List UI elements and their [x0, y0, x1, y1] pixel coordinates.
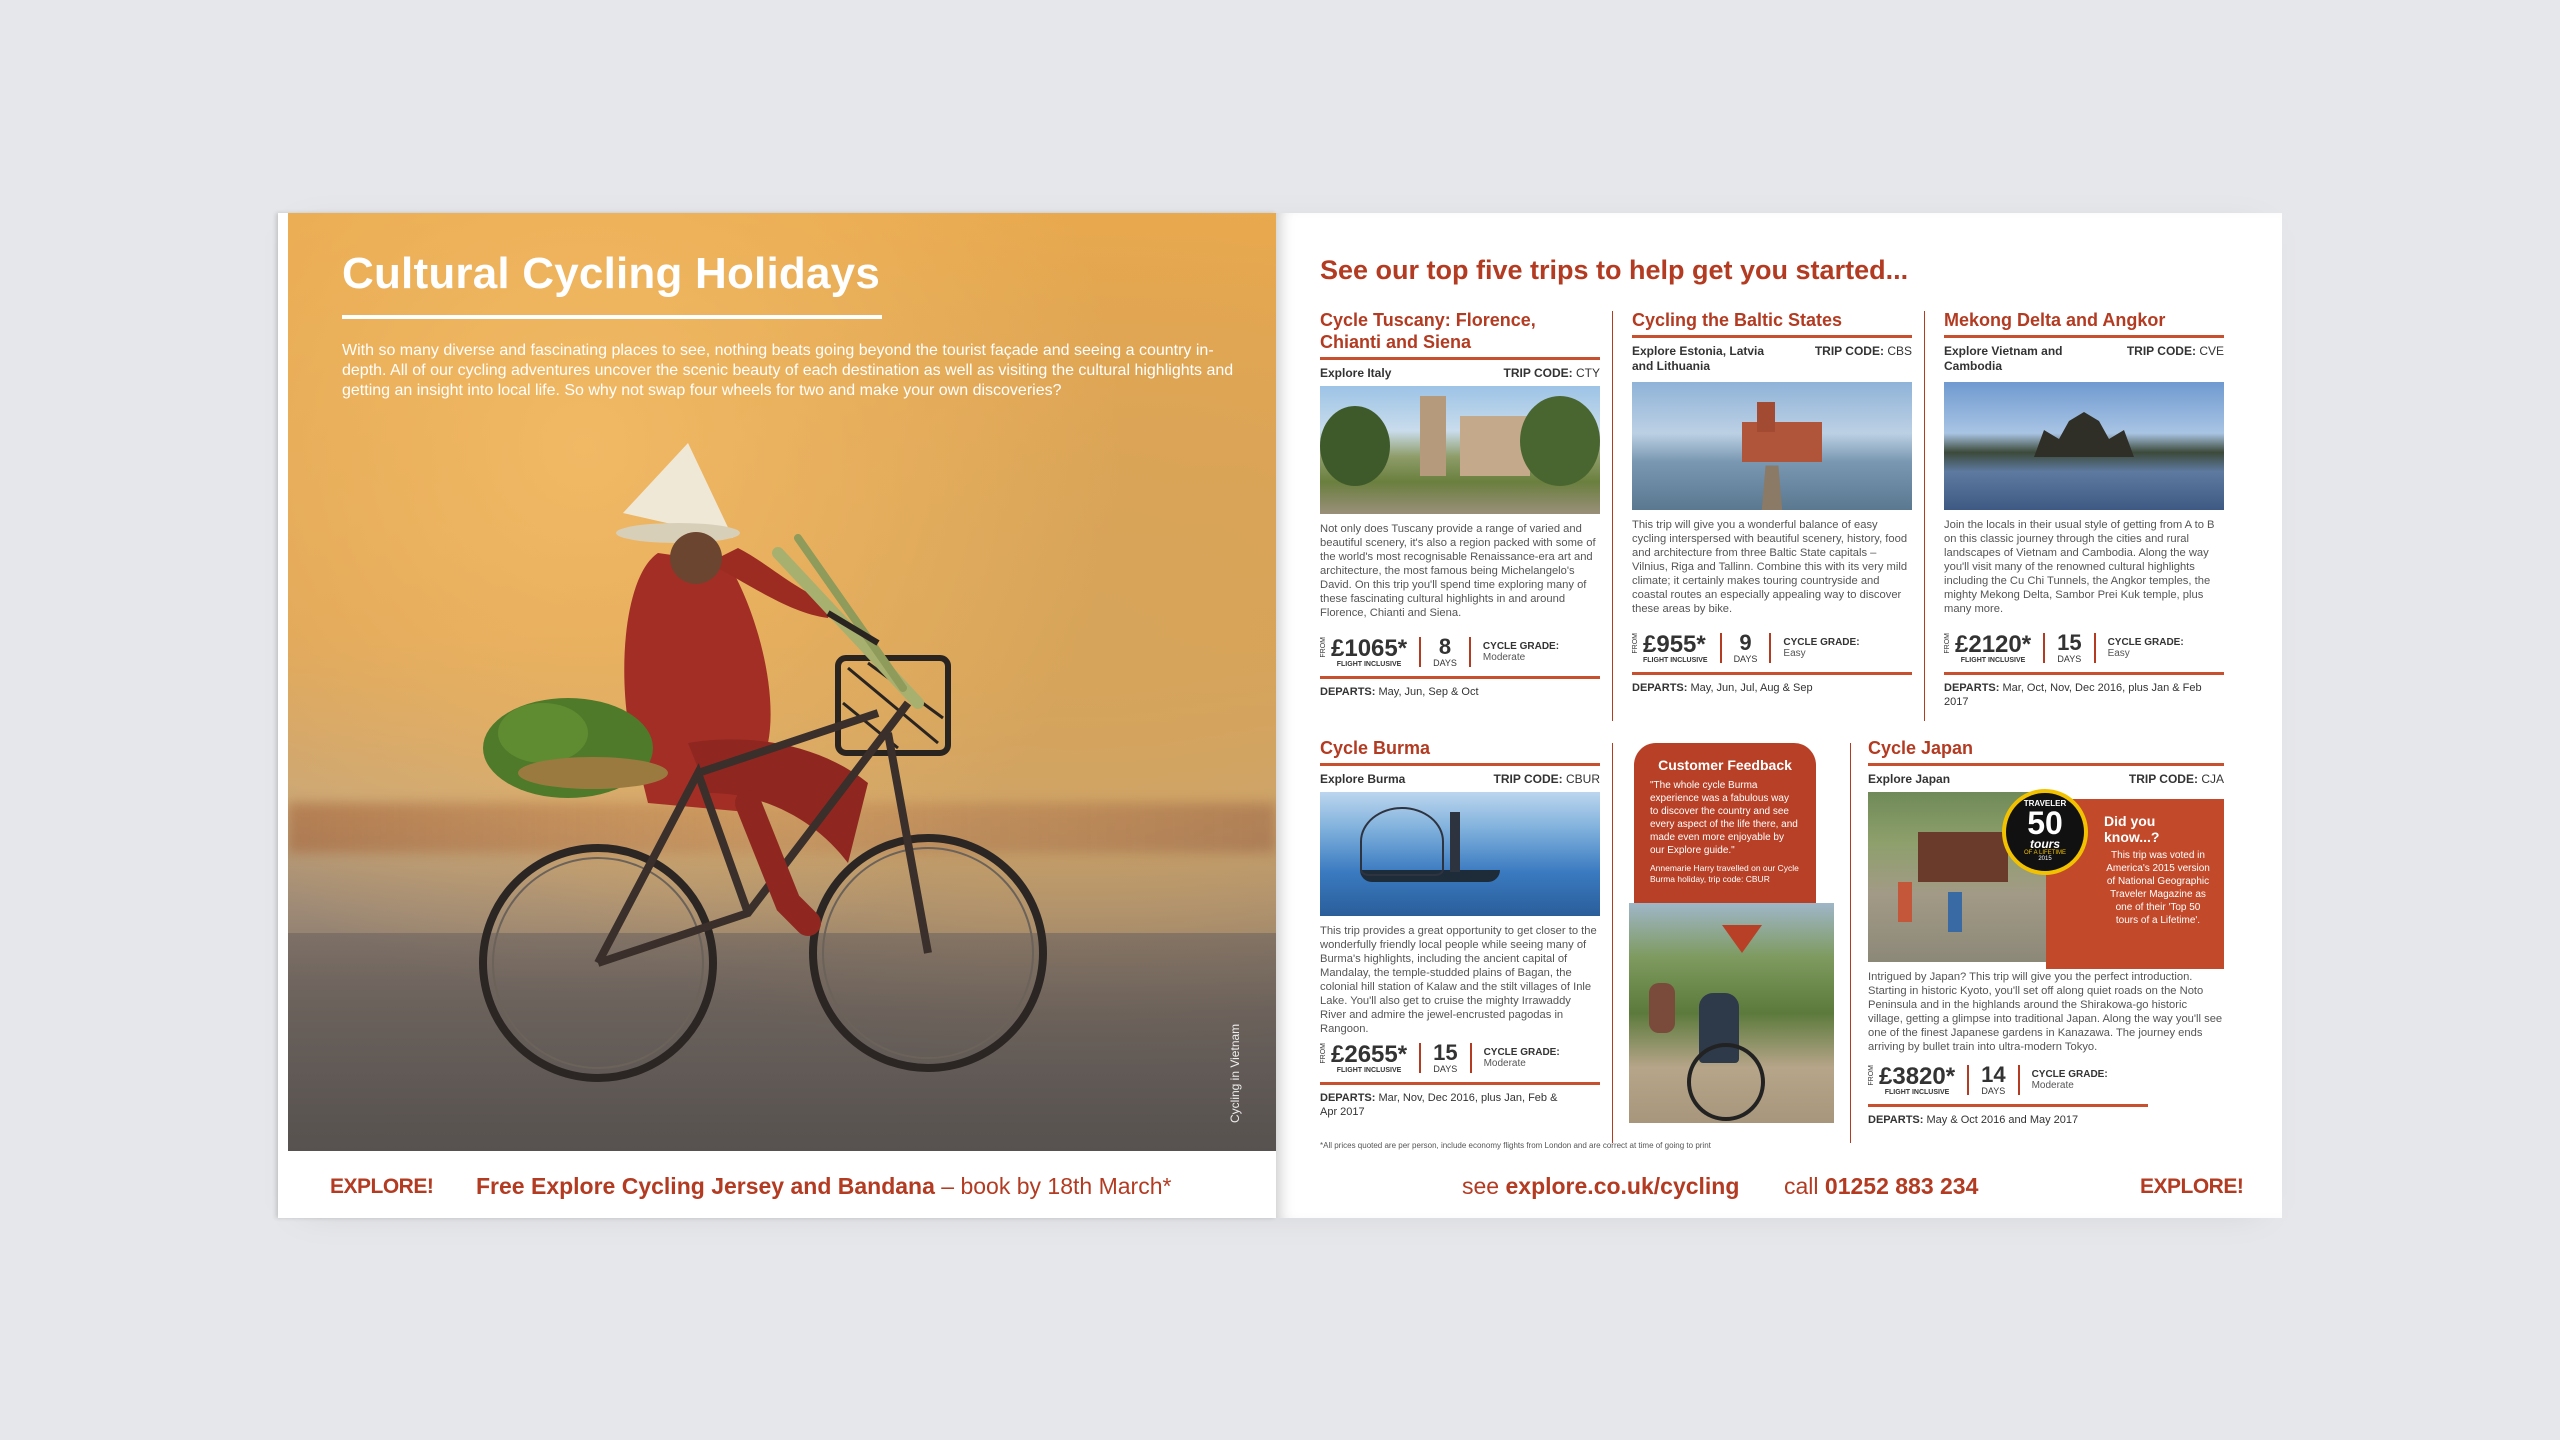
trip-code: [1815, 344, 1912, 359]
trip-description: Intrigued by Japan? This trip will give you the perfect introduction. Starting in historic Kyoto, you'll set off along quiet roads on the Noto Peninsula and in the highlands around the Shirakowa-go historic village, getting a glimpse into traditional Japan. Along the way you'll see one of the finest Japanese gardens in Kanazawa. The journey ends arriving by bullet train into ultra-modern Tokyo.: [1868, 971, 2223, 1053]
trip-title: Cycle Japan: [1868, 738, 1974, 758]
title-underline: [342, 315, 882, 319]
column-divider: [1612, 743, 1613, 1143]
days-label: DAYS: [1733, 654, 1758, 664]
days-value: 8: [1438, 634, 1452, 659]
stat-separator: [1720, 633, 1722, 663]
trip-explore: Explore Italy: [1320, 366, 1392, 380]
photo-caption: Cycling in Vietnam: [1228, 1023, 1242, 1123]
trip-stats: [1944, 628, 2224, 668]
right-page: [1276, 213, 2282, 1218]
flight-inclusive-label: FLIGHT INCLUSIVE: [1884, 1088, 1950, 1096]
trip-code: [1494, 772, 1600, 787]
trip-grade: [1484, 1047, 1560, 1069]
trip-days: [1433, 1042, 1457, 1074]
grade-value: Easy: [2107, 648, 2130, 659]
stat-separator: [2094, 633, 2096, 663]
trip-code-label: TRIP CODE:: [2126, 344, 2196, 358]
badge-sub: OF A LIFETIME: [2023, 850, 2066, 856]
stat-separator: [1470, 1043, 1472, 1073]
grade-label: CYCLE GRADE:: [1483, 1047, 1560, 1058]
days-value: 15: [1433, 1040, 1458, 1065]
trip-rule: [1868, 763, 2224, 766]
phone-number: 01252 883 234: [1824, 1173, 1979, 1199]
departs-value: May, Jun, Sep & Oct: [1378, 686, 1479, 698]
trip-stats: [1868, 1060, 2224, 1100]
trip-code-label: TRIP CODE:: [1814, 344, 1884, 358]
trip-departs: [1320, 685, 1600, 699]
trip-departs: [1632, 681, 1912, 695]
trip-days: [2057, 632, 2081, 664]
departs-label: DEPARTS:: [1632, 682, 1688, 694]
trip-departs: [1868, 1113, 2224, 1127]
trip-meta: [1944, 344, 2224, 380]
trip-description: Not only does Tuscany provide a range of varied and beautiful scenery, it's also a region packed with some of the world's most recognisable Renaissance-era art and architecture, the most famous being Michelangelo's David. On this trip you'll spend time exploring many of these fascinating cultural highlights in and around Florence, Chianti and Siena.: [1320, 523, 1596, 619]
trip-explore: Explore Estonia, Latvia and Lithuania: [1632, 344, 1765, 373]
trip-code: [1504, 366, 1600, 381]
grade-value: Moderate: [1482, 652, 1526, 663]
trip-grade: [2108, 637, 2184, 659]
trip-description: Join the locals in their usual style of getting from A to B on this classic journey through the cities and rural landscapes of Vietnam and Cambodia. Along the way you'll visit many of the renowned cultural highlights including the Cu Chi Tunnels, the Angkor temples, the mighty Mekong Delta, Sambor Prei Kuk temple, plus many more.: [1944, 519, 2215, 615]
departs-label: DEPARTS:: [1868, 1114, 1924, 1126]
feedback-tail: [1722, 925, 1762, 953]
flight-inclusive-label: FLIGHT INCLUSIVE: [1960, 656, 2026, 664]
grade-value: Moderate: [1483, 1058, 1526, 1069]
phone-text: [1784, 1173, 1978, 1200]
departs-label: DEPARTS:: [1320, 686, 1376, 698]
trip-days: [1734, 632, 1758, 664]
trip-price: [1868, 1062, 1956, 1096]
trip-explore: Explore Japan: [1868, 772, 1951, 786]
column-divider: [1612, 311, 1613, 721]
grade-value: Moderate: [2031, 1080, 2074, 1091]
trip-title: Mekong Delta and Angkor: [1944, 310, 2166, 330]
trip-days: [1433, 636, 1457, 668]
feedback-quote: "The whole cycle Burma experience was a fabulous way to discover the country and see every aspect of the life there, and made even more enjoyable by our Explore guide.": [1650, 780, 1798, 856]
top-50-tours-badge: [2002, 789, 2088, 875]
trip-rule: [1632, 335, 1912, 338]
departs-value: May, Jun, Jul, Aug & Sep: [1690, 682, 1813, 694]
flight-inclusive-label: FLIGHT INCLUSIVE: [1336, 660, 1402, 668]
trip-departs: [1320, 1091, 1570, 1119]
trip-meta: [1868, 772, 2224, 790]
from-label: FROM: [1320, 636, 1327, 658]
days-label: DAYS: [1433, 1064, 1458, 1074]
left-page: [278, 213, 1276, 1218]
departs-value: May & Oct 2016 and May 2017: [1926, 1114, 2079, 1126]
trip-rule: [1944, 335, 2224, 338]
from-label: FROM: [1868, 1064, 1875, 1086]
trip-description: This trip will give you a wonderful balance of easy cycling interspersed with beautiful scenery, history, food and architecture from three Baltic State capitals – Vilnius, Riga and Tallinn. Combine this with its very mild climate; it certainly makes touring countryside and coastal routes an especially appealing way to discover these areas by bike.: [1632, 519, 1908, 615]
promo-bold: Free Explore Cycling Jersey and Bandana: [476, 1173, 935, 1199]
trip-code-label: TRIP CODE:: [1493, 772, 1563, 786]
flight-inclusive-label: FLIGHT INCLUSIVE: [1336, 1066, 1402, 1074]
trip-code-value: CBUR: [1565, 772, 1600, 786]
promo-text: [476, 1173, 1171, 1200]
column-divider: [1924, 311, 1925, 721]
trip-card-baltic: [1632, 309, 1912, 695]
right-footer: [1276, 1151, 2282, 1218]
trip-rule: [1944, 672, 2224, 675]
grade-label: CYCLE GRADE:: [2107, 637, 2184, 648]
cyclist-illustration: [448, 443, 1068, 1103]
departs-label: DEPARTS:: [1320, 1092, 1376, 1104]
from-label: FROM: [1944, 632, 1951, 654]
feedback-credit: Annemarie Harry travelled on our Cycle Burma holiday, trip code: CBUR: [1650, 863, 1799, 884]
trip-grade: [1483, 641, 1559, 663]
trip-photo-angkor: [1944, 382, 2224, 510]
trip-code-label: TRIP CODE:: [2128, 772, 2198, 786]
price-value: £2120*: [1955, 630, 2032, 658]
trip-price: [1632, 630, 1708, 664]
trip-title: Cycle Tuscany: Florence, Chianti and Siena: [1320, 310, 1536, 352]
price-value: £1065*: [1331, 634, 1408, 662]
flight-inclusive-label: FLIGHT INCLUSIVE: [1643, 656, 1708, 664]
trip-meta: [1320, 366, 1600, 384]
trip-code: [2129, 772, 2224, 787]
badge-top: TRAVELER: [2023, 799, 2067, 808]
stat-separator: [1769, 633, 1771, 663]
trip-card-tuscany: [1320, 309, 1600, 699]
trip-rule: [1320, 357, 1600, 360]
trip-stats: [1632, 628, 1912, 668]
grade-label: CYCLE GRADE:: [2031, 1069, 2108, 1080]
trip-photo-tuscany: [1320, 386, 1600, 514]
stat-separator: [2043, 633, 2045, 663]
days-value: 9: [1739, 630, 1752, 655]
stat-separator: [1419, 1043, 1421, 1073]
hero-photo: [288, 213, 1276, 1151]
trip-card-mekong: [1944, 309, 2224, 709]
trip-code-value: CBS: [1887, 344, 1912, 358]
trip-title: Cycling the Baltic States: [1632, 310, 1843, 330]
did-you-know-title: Did you know...?: [2104, 813, 2160, 845]
trip-explore: Explore Burma: [1320, 772, 1406, 786]
trip-meta: [1632, 344, 1912, 380]
price-footnote: *All prices quoted are per person, include economy flights from London and are correct at time of going to print: [1320, 1141, 1711, 1150]
trip-code-value: CVE: [2199, 344, 2224, 358]
trip-code-value: CTY: [1576, 366, 1600, 380]
feedback-title: Customer Feedback: [1658, 757, 1792, 773]
price-value: £2655*: [1331, 1040, 1408, 1068]
stat-separator: [1469, 637, 1471, 667]
section-headline: See our top five trips to help get you started...: [1320, 255, 1909, 285]
see-label: see: [1462, 1173, 1506, 1199]
departs-value: Mar, Nov, Dec 2016, plus Jan, Feb & Apr 2017: [1320, 1092, 1558, 1118]
explore-logo-left: EXPLORE!: [330, 1175, 434, 1198]
trip-stats: [1320, 1038, 1600, 1078]
trip-rule: [1868, 1104, 2148, 1107]
website-text: [1462, 1173, 1739, 1200]
price-value: £3820*: [1879, 1062, 1956, 1090]
stat-separator: [2018, 1065, 2020, 1095]
trip-code-label: TRIP CODE:: [1503, 366, 1573, 380]
trip-price: [1944, 630, 2032, 664]
call-label: call: [1784, 1173, 1825, 1199]
grade-label: CYCLE GRADE:: [1482, 641, 1560, 652]
badge-word: tours: [2030, 837, 2060, 851]
intro-paragraph: With so many diverse and fascinating places to see, nothing beats going beyond the tourist façade and seeing a country in-depth. All of our cycling adventures uncover the scenic beauty of each destination as well as visiting the cultural highlights and getting an insight into local life. So why not swap four wheels for two and make your own discoveries?: [342, 342, 1234, 399]
trip-code-value: CJA: [2201, 772, 2224, 786]
trip-price: [1320, 634, 1408, 668]
trip-grade: [2032, 1069, 2108, 1091]
departs-label: DEPARTS:: [1944, 682, 2000, 694]
trip-photo-baltic: [1632, 382, 1912, 510]
from-label: FROM: [1320, 1042, 1327, 1064]
trip-code: [2127, 344, 2224, 359]
website-url: explore.co.uk/cycling: [1505, 1173, 1740, 1199]
did-you-know-text: This trip was voted in America's 2015 version of National Geographic Traveler Magazine as one of their 'Top 50 tours of a Lifetime'.: [2106, 850, 2210, 926]
trip-rule: [1320, 1082, 1600, 1085]
trip-grade: [1783, 637, 1859, 659]
promo-rest: – book by 18th March*: [934, 1173, 1172, 1199]
trip-rule: [1320, 676, 1600, 679]
column-divider: [1850, 743, 1851, 1143]
price-value: £955*: [1643, 630, 1706, 658]
days-label: DAYS: [1981, 1086, 2006, 1096]
trip-rule: [1320, 763, 1600, 766]
page-title: Cultural Cycling Holidays: [342, 249, 880, 298]
stat-separator: [1967, 1065, 1969, 1095]
departs-value: Mar, Oct, Nov, Dec 2016, plus Jan & Feb 2017: [1944, 682, 2202, 708]
left-footer: [278, 1151, 1276, 1218]
trip-explore: Explore Vietnam and Cambodia: [1944, 344, 2063, 373]
stat-separator: [1419, 637, 1421, 667]
days-label: DAYS: [2057, 654, 2082, 664]
days-label: DAYS: [1433, 658, 1457, 668]
badge-number: 50: [2027, 805, 2063, 841]
trip-title: Cycle Burma: [1320, 738, 1431, 758]
trip-description: This trip provides a great opportunity to get closer to the wonderfully friendly local people while seeing many of Burma's highlights, including the ancient capital of Mandalay, the temple-studded plains of Bagan, the colonial hill station of Kalaw and the stilt villages of Inle Lake. You'll also get to cruise the mighty Irrawaddy River and admire the jewel-encrusted pagodas in Rangoon.: [1320, 925, 1597, 1035]
explore-logo-right: EXPLORE!: [2140, 1175, 2244, 1198]
trip-meta: [1320, 772, 1600, 790]
badge-year: 2015: [2038, 856, 2052, 862]
from-label: FROM: [1632, 632, 1639, 654]
trip-price: [1320, 1040, 1408, 1074]
trip-photo-burma: [1320, 792, 1600, 916]
grade-label: CYCLE GRADE:: [1783, 637, 1860, 648]
trip-days: [1981, 1064, 2005, 1096]
grade-value: Easy: [1783, 648, 1806, 659]
trip-rule: [1632, 672, 1912, 675]
trip-departs: [1944, 681, 2224, 709]
days-value: 15: [2057, 630, 2082, 655]
trip-card-burma: [1320, 737, 1600, 1119]
days-value: 14: [1981, 1062, 2006, 1087]
trip-stats: [1320, 632, 1600, 672]
